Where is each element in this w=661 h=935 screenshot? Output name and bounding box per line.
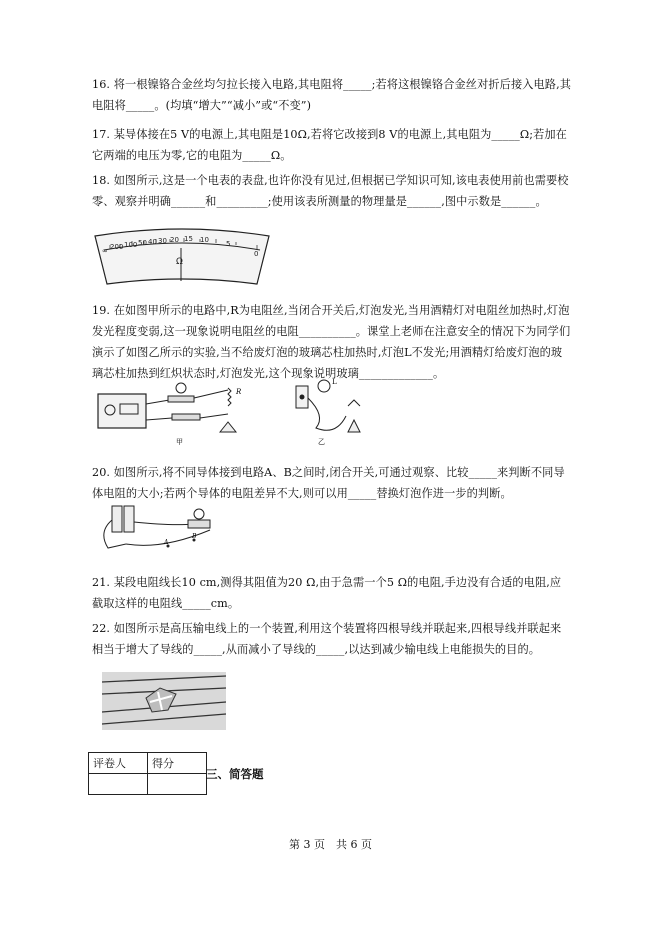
circuit-figure <box>96 376 386 448</box>
meter-dial-figure <box>92 226 272 288</box>
question-18: 18. 如图所示,这是一个电表的表盘,也许你没有见过,但根据已学知识可知,该电表使用前也需要校零、观察并明确______和_________;使用该表所测量的物理量是______,图中示数是______。 <box>92 174 569 208</box>
ab-circuit-figure <box>102 502 222 558</box>
question-19: 19. 在如图甲所示的电路中,R为电阻丝,当闭合开关后,灯泡发光,当用酒精灯对电阻丝加热时,灯泡发光程度变弱,这一现象说明电阻丝的电阻__________。课堂上老师在注意安全的情况下为同学们演示了如图乙所示的实验,当不给废灯泡的玻璃芯柱加热时,灯泡L不发光;用酒精灯给废灯泡的玻璃芯柱加热到红炽状态时,灯泡发光,这个现象说明玻璃_____________。 <box>92 304 571 380</box>
terminal-label-a: A <box>164 539 169 546</box>
meter-label-20: 20 <box>170 236 179 244</box>
figure-label-yi: 乙 <box>318 438 325 446</box>
score-table-score-header: 得分 <box>148 753 207 774</box>
score-table-grader-cell <box>89 774 148 795</box>
question-17: 17. 某导体接在5 V的电源上,其电阻是10Ω,若将它改接到8 V的电源上,其电阻为_____Ω;若加在它两端的电压为零,它的电阻为_____Ω。 <box>92 128 567 162</box>
terminal-label-b: B <box>192 533 197 540</box>
score-table <box>88 752 207 795</box>
score-table-score-cell <box>148 774 207 795</box>
meter-label-inf: ∞ <box>102 247 108 255</box>
question-22: 22. 如图所示是高压输电线上的一个装置,利用这个装置将四根导线并联起来,四根导线并联起来相当于增大了导线的_____,从而减小了导线的_____,以达到减少输电线上电能损失的目的。 <box>92 622 562 656</box>
meter-label-30: 30 <box>158 237 167 245</box>
meter-label-200: 200 <box>110 243 124 251</box>
meter-label-50: 50 <box>138 239 147 247</box>
question-16: 16. 将一根镍铬合金丝均匀拉长接入电路,其电阻将_____;若将这根镍铬合金丝对折后接入电路,其电阻将_____。(均填“增大”“减小”或“不变”) <box>92 78 572 112</box>
figure-label-jia: 甲 <box>176 438 183 446</box>
meter-label-15: 15 <box>184 235 193 243</box>
question-20: 20. 如图所示,将不同导体接到电路A、B之间时,闭合开关,可通过观察、比较_____来判断不同导体电阻的大小;若两个导体的电阻差异不大,则可以用_____替换灯泡作进一步的判断。 <box>92 466 565 500</box>
meter-unit: Ω <box>176 257 183 267</box>
page-footer: 第 3 页 共 6 页 <box>289 838 372 851</box>
meter-label-5: 5 <box>226 240 231 248</box>
bulb-label-l: L <box>332 378 337 386</box>
meter-label-100: 100 <box>124 241 138 249</box>
resistor-label-r: R <box>236 388 242 396</box>
meter-label-10: 10 <box>200 236 209 244</box>
meter-label-0: 0 <box>254 250 259 258</box>
score-table-grader-header: 评卷人 <box>89 753 148 774</box>
meter-label-40: 40 <box>148 238 157 246</box>
powerline-device-photo <box>102 672 226 730</box>
section-title: 三、简答题 <box>206 767 264 781</box>
question-21: 21. 某段电阻线长10 cm,测得其阻值为20 Ω,由于急需一个5 Ω的电阻,手边没有合适的电阻,应截取这样的电阻线_____cm。 <box>92 576 562 610</box>
